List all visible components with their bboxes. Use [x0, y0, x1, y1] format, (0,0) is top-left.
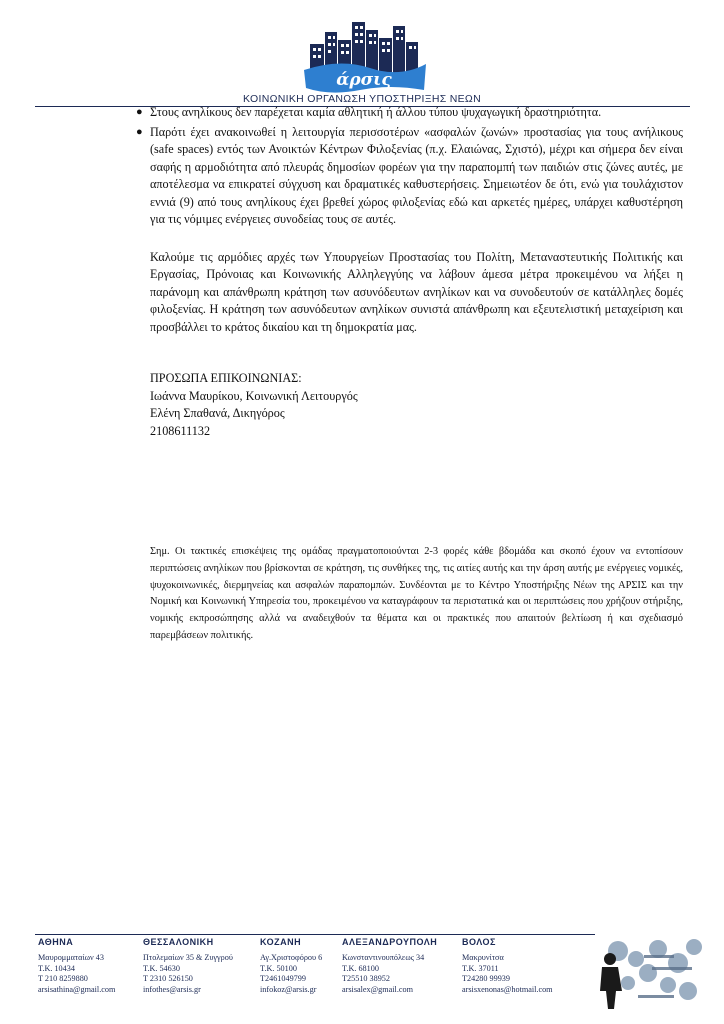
office-postal: Τ.Κ. 37011 — [462, 963, 499, 973]
footer-divider — [35, 934, 595, 935]
contact-person: Ελένη Σπαθανά, Δικηγόρος — [150, 406, 285, 420]
office-phone: Τ25510 38952 — [342, 974, 390, 984]
office-city: ΘΕΣΣΑΛΟΝΙΚΗ — [143, 937, 214, 947]
footnote: Σημ. Οι τακτικές επισκέψεις της ομάδας πραγματοποιούνται 2-3 φορές κάθε βδομάδα και σκοπό έχουν να εντοπίσουν περιπτώσεις ανηλίκων που βρίσκονται σε κράτηση, τις συνθήκες της, τις αιτίες αυτής και την άρση αυτής με ενέργειες νομικές, ψυχοκοινωνικές, διερμηνείας και ασφαλών παραπομπών. Συνδέονται με το Κέντρο Υποστήριξης Νέων της ΑΡΣΙΣ και την Νομική και Κοινωνική Υπηρεσία του, προκειμένου να καταγράφουν τα περιστατικά και οι περιπτώσεις που χρήζουν στήριξης, νομικής εκπροσώπησης αλλά να αναδειχθούν τα θέματα και οι πρακτικές που απαιτούν βελτίωση ή και σχεδιασμό παρεμβάσεων πολιτικής. — [150, 546, 683, 641]
office-address: Μαυρομματαίων 43 — [38, 953, 104, 963]
contacts-block — [150, 370, 683, 440]
office-postal: Τ.Κ. 50100 — [260, 963, 297, 973]
office-email[interactable]: arsisathina@gmail.com — [38, 984, 116, 994]
office-city: ΑΛΕΞΑΝΔΡΟΥΠΟΛΗ — [342, 937, 438, 947]
footer-photo — [588, 933, 706, 1011]
appeal-paragraph: Καλούμε τις αρμόδιες αρχές των Υπουργείων Προστασίας του Πολίτη, Μεταναστευτικής Πολιτικής και Εργασίας, Πρόνοιας και Κοινωνικής Αλληλεγγύης να λάβουν άμεσα μέτρα προκειμένου να λήξει η παράνομη και απάνθρωπη κράτηση των ασυνόδευτων ανηλίκων και να συνοδευτούν σε κατάλληλες δομές φιλοξενίας. Η κράτηση των ασυνόδευτων ανηλίκων συνιστά απάνθρωπη και εξευτελιστική μεταχείριση και προσβάλλει το κράτος δικαίου και τη δημοκρατία μας. — [150, 249, 683, 334]
contact-phone: 2108611132 — [150, 423, 211, 438]
office-phone: Τ24280 99939 — [462, 974, 510, 984]
office-city: ΚΟΖΑΝΗ — [260, 937, 302, 947]
office-city: ΒΟΛΟΣ — [462, 937, 496, 947]
office-alexandroupoli — [342, 937, 437, 995]
office-thessaloniki — [143, 937, 233, 995]
bullet-text: Παρότι έχει ανακοινωθεί η λειτουργία περισσοτέρων «ασφαλών ζωνών» προστασίας για τους ανήλικους (safe spaces) εντός των Ανοικτών Κέντρων Φιλοξενίας (π.χ. Ελαιώνας, Σχιστό), μέχρι και σήμερα δεν είναι σαφής η αρμοδιότητα από πλευράς δημοσίων φορέων για την παραπομπή των παιδιών στις ζώνες αυτές, με αποτέλεσμα να επικρατεί σύγχυση και δραματικές καθυστερήσεις. Σημειωτέον δε ότι, ενώ για τουλάχιστον εννιά (9) από τους ανηλίκους έχει βρεθεί χώρος φιλοξενίας εδώ και αρκετές ημέρες, υπάρχει καθυστέρηση για τις νόμιμες ενέργειες συνοδείας τους σε αυτές. — [150, 124, 683, 226]
document-body — [136, 104, 683, 440]
arsis-logo — [300, 18, 430, 96]
office-email[interactable]: infokoz@arsis.gr — [260, 984, 317, 994]
office-volos — [462, 937, 553, 995]
office-email[interactable]: arsisalex@gmail.com — [342, 984, 413, 994]
office-phone: Τ 2310 526150 — [143, 974, 193, 984]
office-email[interactable]: infothes@arsis.gr — [143, 984, 201, 994]
office-email[interactable]: arsisxenonas@hotmail.com — [462, 984, 553, 994]
office-address: Μακρυνίτσα — [462, 953, 504, 963]
contact-person: Ιωάννα Μαυρίκου, Κοινωνική Λειτουργός — [150, 388, 358, 403]
office-postal: Τ.Κ. 68100 — [342, 963, 379, 973]
office-postal: Τ.Κ. 10434 — [38, 963, 75, 973]
office-city: ΑΘΗΝΑ — [38, 937, 74, 947]
contacts-heading: ΠΡΟΣΩΠΑ ΕΠΙΚΟΙΝΩΝΙΑΣ: — [150, 371, 302, 385]
bullet-text: Στους ανηλίκους δεν παρέχεται καμία αθλητική ή άλλου τύπου ψυχαγωγική δραστηριότητα. — [150, 105, 602, 119]
office-athens — [38, 937, 115, 995]
bullet-list — [136, 104, 683, 229]
office-kozani — [260, 937, 322, 995]
office-phone: Τ2461049799 — [260, 974, 306, 984]
office-address: Κωνσταντινουπόλεως 34 — [342, 953, 425, 963]
office-address: Αγ.Χριστοφόρου 6 — [260, 953, 323, 963]
office-phone: Τ 210 8259880 — [38, 974, 88, 984]
org-name: ΚΟΙΝΩΝΙΚΗ ΟΡΓΑΝΩΣΗ ΥΠΟΣΤΗΡΙΞΗΣ ΝΕΩΝ — [243, 93, 481, 105]
svg-text:άρσις: άρσις — [336, 70, 392, 90]
list-item: ● Στους ανηλίκους δεν παρέχεται καμία αθλητική ή άλλου τύπου ψυχαγωγική δραστηριότητα. — [136, 105, 602, 119]
office-postal: Τ.Κ. 54630 — [143, 963, 180, 973]
list-item: ● Παρότι έχει ανακοινωθεί η λειτουργία περισσοτέρων «ασφαλών ζωνών» προστασίας για τους ανήλικους (safe spaces) εντός των Ανοικτών Κέντρων Φιλοξενίας (π.χ. Ελαιώνας, Σχιστό), μέχρι και σήμερα δεν είναι σαφής η αρμοδιότητα από πλευράς δημοσίων φορέων για την παραπομπή των παιδιών στις ζώνες αυτές, με αποτέλεσμα να επικρατεί σύγχυση και δραματικές καθυστερήσεις. Σημειωτέον δε ότι, ενώ για τουλάχιστον εννιά (9) από τους ανηλίκους έχει βρεθεί χώρος φιλοξενίας εδώ και αρκετές ημέρες, υπάρχει καθυστέρηση για τις νόμιμες ενέργειες συνοδείας τους σε αυτές. — [136, 124, 683, 226]
office-address: Πτολεμαίων 35 & Ζυγγρού — [143, 953, 233, 963]
